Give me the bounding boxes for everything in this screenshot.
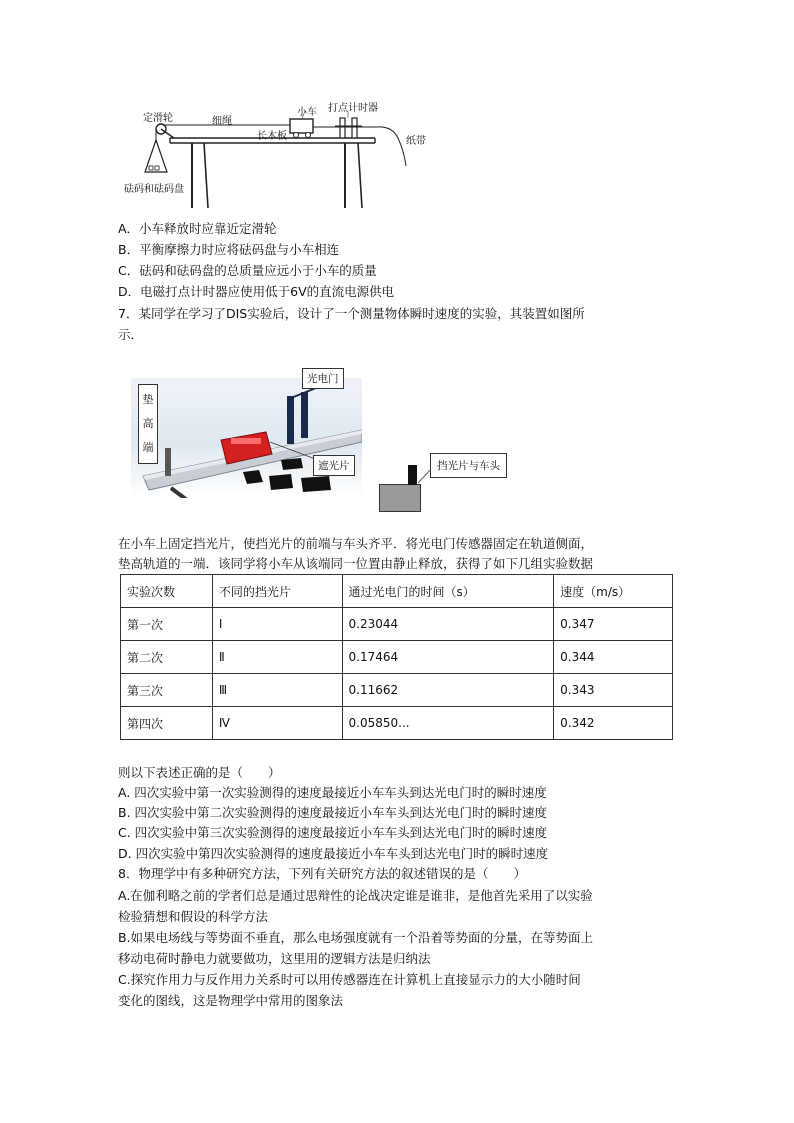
label-shutter: 遮光片: [313, 455, 355, 476]
table-row: [121, 641, 673, 674]
table-cell: Ⅲ: [212, 674, 342, 707]
table-header-row: [121, 575, 673, 608]
table-cell: 0.11662: [342, 674, 554, 707]
table-cell: 0.342: [554, 707, 673, 740]
q7-option-d: D. 四次实验中第四次实验测得的速度最接近小车车头到达光电门时的瞬时速度: [118, 846, 549, 861]
table-header-cell: 速度（m/s）: [554, 575, 673, 608]
shutter-strip: [408, 465, 417, 485]
q7-desc-line2: 垫高轨道的一端．该同学将小车从该端同一位置由静止释放，获得了如下几组实验数据: [118, 556, 594, 571]
table-row: [121, 674, 673, 707]
table-cell: 0.05850...: [342, 707, 554, 740]
table-header-cell: 不同的挡光片: [212, 575, 342, 608]
q8-option-c-line1: C.探究作用力与反作用力关系时可以用传感器连在计算机上直接显示力的大小随时间: [118, 972, 581, 987]
q8-option-b-line2: 移动电荷时静电力就要做功，这里用的逻辑方法是归纳法: [118, 951, 431, 966]
table-cell: 0.343: [554, 674, 673, 707]
q6-option-d: D．电磁打点计时器应使用低于6V的直流电源供电: [118, 284, 395, 299]
q8-option-b-line1: B.如果电场线与等势面不垂直，那么电场强度就有一个沿着等势面的分量，在等势面上: [118, 930, 594, 945]
table-cell: Ⅰ: [212, 608, 342, 641]
cart-head-block: [379, 484, 421, 512]
table-cell: 第二次: [121, 641, 213, 674]
table-cell: 第一次: [121, 608, 213, 641]
q7-option-b: B. 四次实验中第二次实验测得的速度最接近小车车头到达光电门时的瞬时速度: [118, 805, 548, 820]
label-pulley: 定滑轮: [143, 113, 173, 124]
q8-stem: 8．物理学中有多种研究方法，下列有关研究方法的叙述错误的是（ ）: [118, 866, 526, 881]
label-raised-end: 垫高端: [138, 384, 158, 464]
q6-option-a: A．小车释放时应靠近定滑轮: [118, 221, 277, 236]
table-cell: 0.347: [554, 608, 673, 641]
q6-option-c: C．砝码和砝码盘的总质量应远小于小车的质量: [118, 263, 377, 278]
dis-apparatus-photo: [131, 378, 362, 498]
track-illustration: [131, 378, 362, 498]
q8-option-a-line2: 检验猜想和假设的科学方法: [118, 909, 269, 924]
table-row: [121, 608, 673, 641]
q8-option-a-line1: A.在伽利略之前的学者们总是通过思辩性的论战决定谁是谁非，是他首先采用了以实验: [118, 888, 593, 903]
label-photogate: 光电门: [302, 368, 344, 389]
q8-option-c-line2: 变化的图线，这是物理学中常用的图象法: [118, 993, 344, 1008]
label-weights: 砝码和砝码盘: [124, 184, 184, 195]
table-header-cell: 实验次数: [121, 575, 213, 608]
label-cart: 小车: [297, 107, 317, 118]
q7-stem-line2: 示．: [118, 327, 144, 342]
table-cell: 第四次: [121, 707, 213, 740]
table-cell: 0.17464: [342, 641, 554, 674]
apparatus-drawing: [130, 96, 450, 218]
label-board: 长木板: [257, 131, 287, 142]
label-shutter-and-head: 挡光片与车头: [430, 453, 507, 478]
table-cell: Ⅱ: [212, 641, 342, 674]
q7-question: 则以下表述正确的是（ ）: [118, 765, 281, 780]
q7-desc-line1: 在小车上固定挡光片，使挡光片的前端与车头齐平．将光电门传感器固定在轨道侧面，: [118, 536, 594, 551]
q7-stem-line1: 7．某同学在学习了DIS实验后，设计了一个测量物体瞬时速度的实验，其装置如图所: [118, 306, 585, 321]
table-header-cell: 通过光电门的时间（s）: [342, 575, 554, 608]
q7-option-a: A. 四次实验中第一次实验测得的速度最接近小车车头到达光电门时的瞬时速度: [118, 785, 547, 800]
q7-option-c: C. 四次实验中第三次实验测得的速度最接近小车车头到达光电门时的瞬时速度: [118, 825, 548, 840]
experiment-data-table: [120, 574, 673, 740]
q6-option-b: B．平衡摩擦力时应将砝码盘与小车相连: [118, 242, 340, 257]
table-cell: 第三次: [121, 674, 213, 707]
table-cell: 0.23044: [342, 608, 554, 641]
table-cell: 0.344: [554, 641, 673, 674]
table-row: [121, 707, 673, 740]
label-timer: 打点计时器: [328, 103, 378, 114]
label-rope: 细绳: [212, 116, 232, 127]
table-cell: Ⅳ: [212, 707, 342, 740]
label-tape: 纸带: [406, 136, 426, 147]
